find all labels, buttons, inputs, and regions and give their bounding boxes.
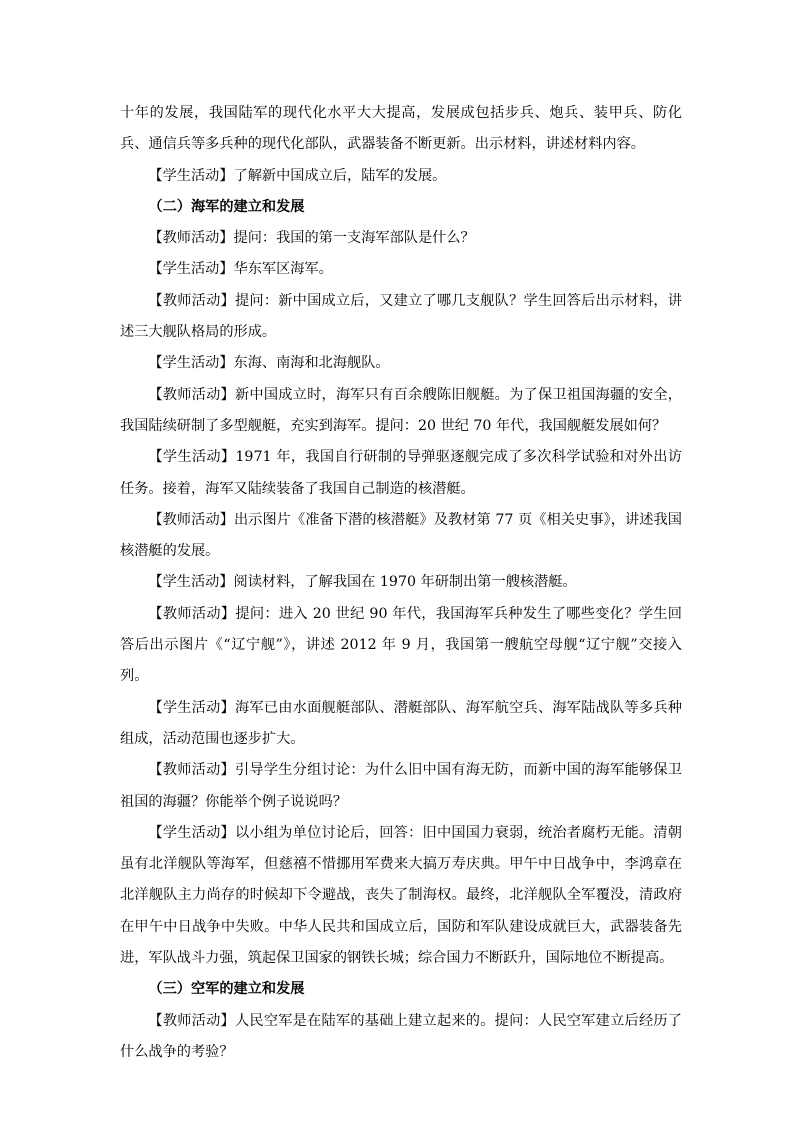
paragraph-teacher-activity: 【教师活动】新中国成立时，海军只有百余艘陈旧舰艇。为了保卫祖国海疆的安全，我国陆续研制了多型舰艇，充实到海军。提问：20 世纪 70 年代，我国舰艇发展如何？ [120, 386, 682, 434]
paragraph-teacher-activity: 【教师活动】提问：新中国成立后，又建立了哪几支舰队？学生回答后出示材料，讲述三大舰队格局的形成。 [120, 292, 682, 341]
paragraph-student-activity: 【学生活动】了解新中国成立后，陆军的发展。 [148, 167, 447, 184]
paragraph-teacher-activity: 【教师活动】提问：进入 20 世纪 90 年代，我国海军兵种发生了哪些变化？学生回答后出示图片《“辽宁舰”》，讲述 2012 年 9 月，我国第一艘航空母舰“辽宁舰”交接入列。 [120, 605, 682, 685]
paragraph-student-activity: 【学生活动】以小组为单位讨论后，回答：旧中国国力衰弱，统治者腐朽无能。清朝虽有北洋舰队等海军，但慈禧不惜挪用军费来大搞万寿庆典。甲午中日战争中，李鸿章在北洋舰队主力尚存的时候却下令避战，丧失了制海权。最终，北洋舰队全军覆没，清政府在甲午中日战争中失败。中华人民共和国成立后，国防和军队建设成就巨大，武器装备先进，军队战斗力强，筑起保卫国家的钢铁长城；综合国力不断跃升，国际地位不断提高。 [120, 824, 682, 967]
paragraph-teacher-activity: 【教师活动】提问：我国的第一支海军部队是什么？ [148, 230, 475, 247]
paragraph-student-activity: 【学生活动】海军已由水面舰艇部队、潜艇部队、海军航空兵、海军陆战队等多兵种组成，活动范围也逐步扩大。 [120, 699, 682, 747]
paragraph-teacher-activity: 【教师活动】人民空军是在陆军的基础上建立起来的。提问：人民空军建立后经历了什么战争的考验？ [120, 1012, 682, 1060]
paragraph-army-continued: 十年的发展，我国陆军的现代化水平大大提高，发展成包括步兵、炮兵、装甲兵、防化兵、通信兵等多兵种的现代化部队，武器装备不断更新。出示材料，讲述材料内容。 [120, 105, 682, 153]
paragraph-student-activity: 【学生活动】1971 年，我国自行研制的导弹驱逐舰完成了多次科学试验和对外出访任务。接着，海军又陆续装备了我国自己制造的核潜艇。 [120, 449, 682, 497]
paragraph-teacher-activity: 【教师活动】引导学生分组讨论：为什么旧中国有海无防，而新中国的海军能够保卫祖国的海疆？你能举个例子说说吗？ [120, 762, 682, 810]
paragraph-student-activity: 【学生活动】华东军区海军。 [148, 261, 333, 278]
paragraph-student-activity: 【学生活动】阅读材料，了解我国在 1970 年研制出第一艘核潜艇。 [148, 574, 577, 591]
document-body [120, 98, 682, 1068]
subheading-air-force: （三）空军的建立和发展 [148, 981, 305, 998]
subheading-navy: （二）海军的建立和发展 [148, 198, 305, 215]
paragraph-teacher-activity: 【教师活动】出示图片《准备下潜的核潜艇》及教材第 77 页《相关史事》，讲述我国核潜艇的发展。 [120, 511, 682, 560]
paragraph-student-activity: 【学生活动】东海、南海和北海舰队。 [148, 355, 390, 372]
